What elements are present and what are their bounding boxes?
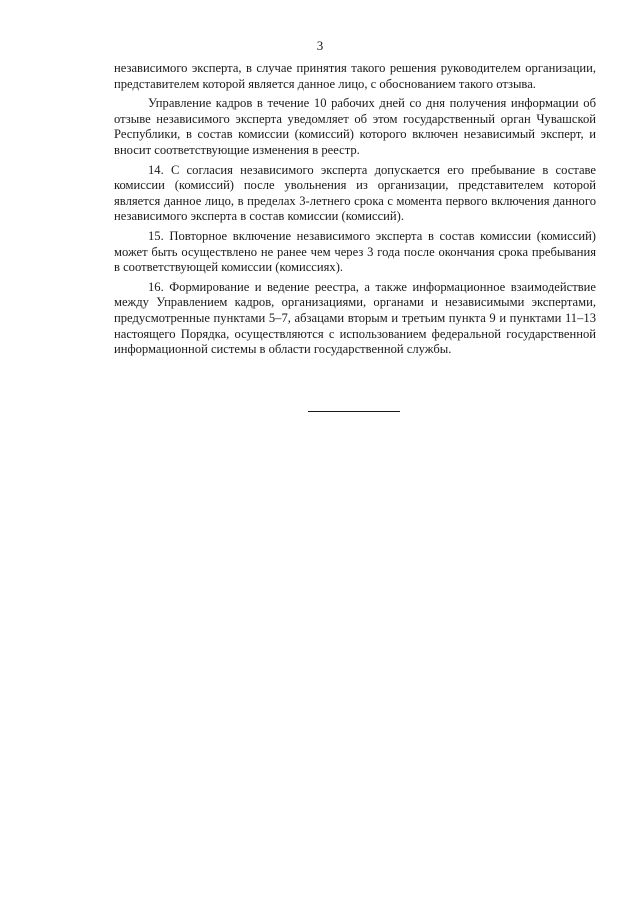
document-body: [114, 61, 596, 358]
paragraph-item-15: 15. Повторное включение независимого эксперта в состав комиссии (комиссий) может быть осуществлено не ранее чем через 3 года после окончания срока пребывания в соответствующей комиссии (комиссиях).: [114, 228, 596, 275]
paragraph-continuation: независимого эксперта, в случае принятия такого решения руководителем организации, представителем которой является данное лицо, с обоснованием такого отзыва.: [114, 61, 596, 91]
paragraph-item-16: 16. Формирование и ведение реестра, а также информационное взаимодействие между Управлением кадров, организациями, органами и независимыми экспертами, предусмотренные пунктами 5–7, абзацами вторым и третьим пункта 9 и пунктами 11–13 настоящего Порядка, осуществляются с использованием федеральной государственной информационной системы в области государственной службы.: [114, 279, 596, 357]
end-separator-line: [308, 411, 400, 412]
page-number: 3: [316, 38, 324, 53]
paragraph-hr-notification: Управление кадров в течение 10 рабочих дней со дня получения информации об отзыве независимого эксперта уведомляет об этом государственный орган Чувашской Республики, в состав комиссии (комиссий) которого включен независимый эксперт, и вносит соответствующие изменения в реестр.: [114, 96, 596, 157]
paragraph-item-14: 14. С согласия независимого эксперта допускается его пребывание в составе комиссии (комиссий) после увольнения из организации, представителем которой является данное лицо, в пределах 3-летнего срока с момента первого включения данного независимого эксперта в состав комиссии (комиссий).: [114, 162, 596, 224]
